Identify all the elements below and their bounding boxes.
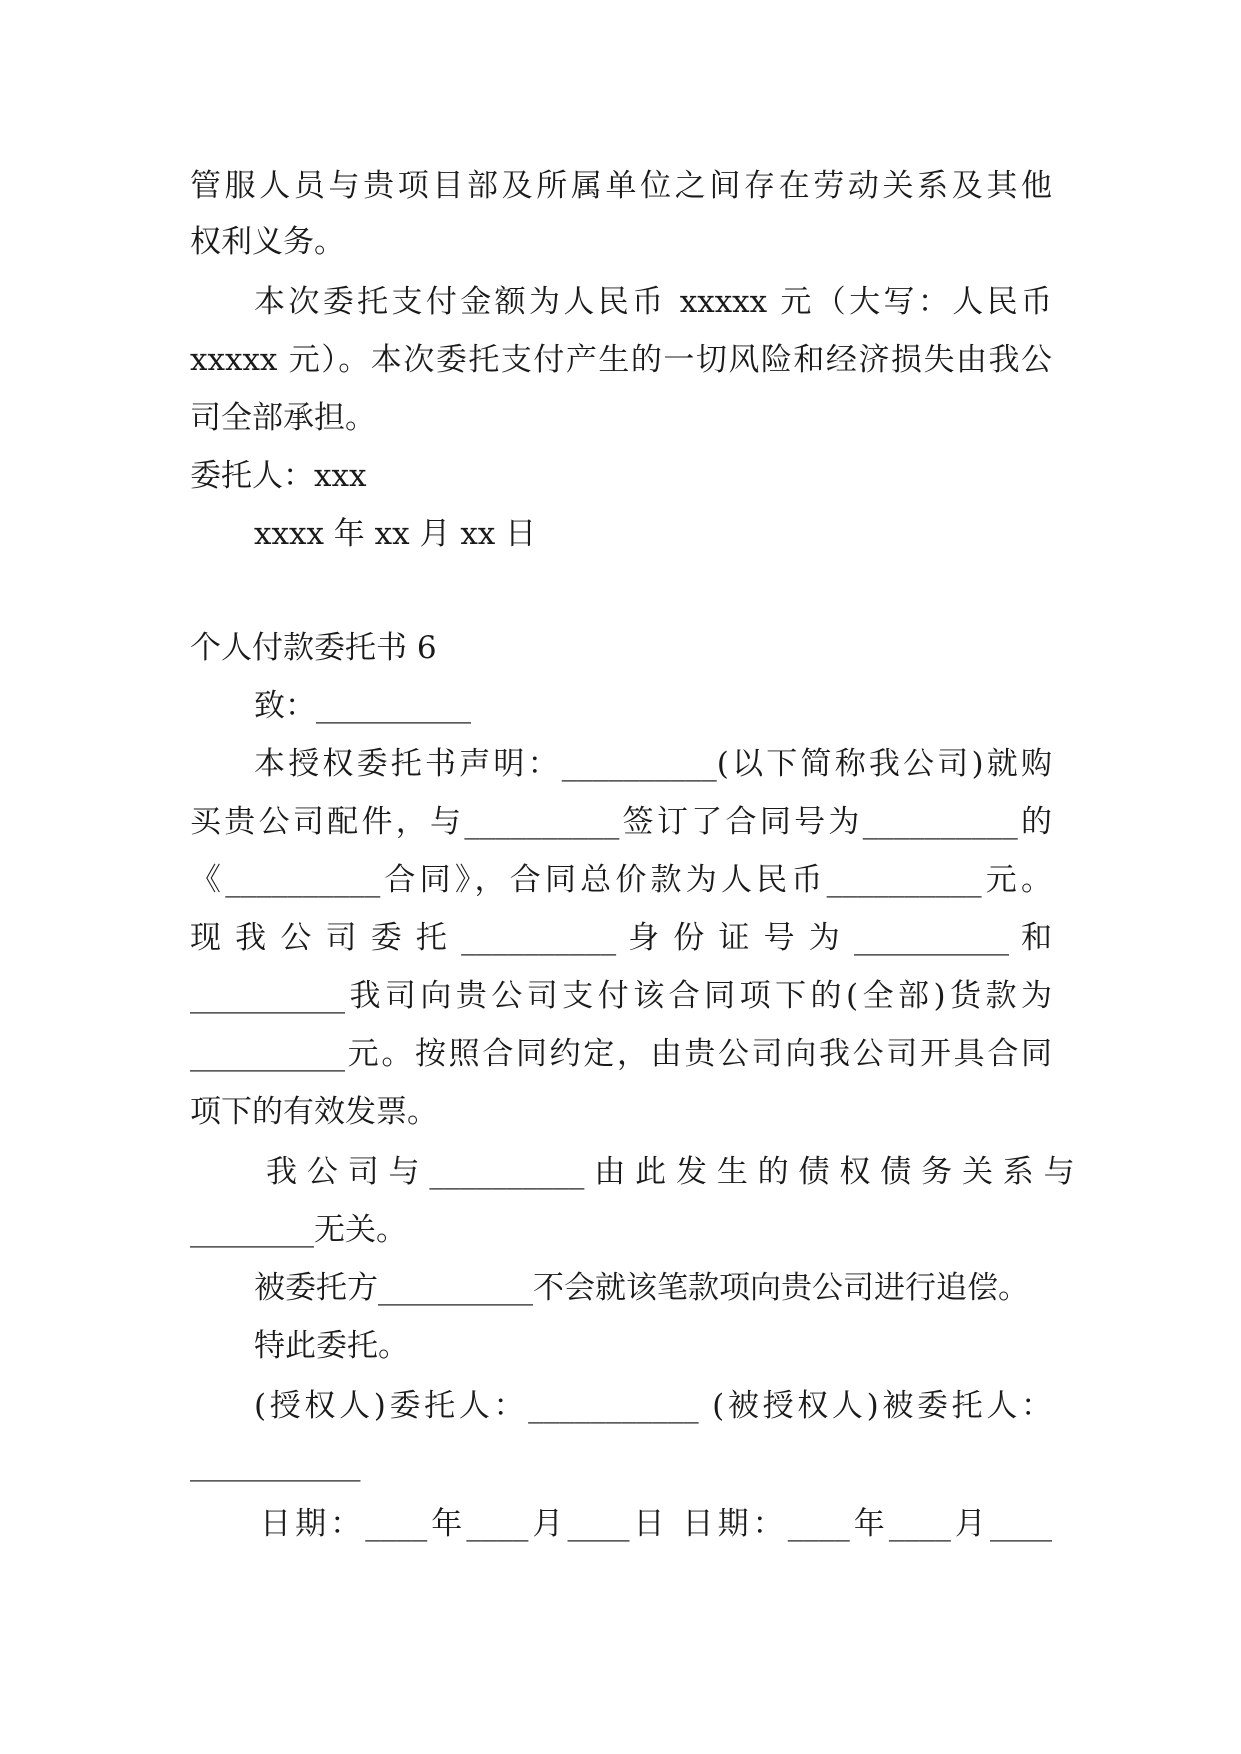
- body-text-line: 权利义务。: [190, 224, 345, 260]
- closing-line: 特此委托。: [254, 1328, 409, 1364]
- body-text-line: 本次委托支付金额为人民币 xxxxx 元（大写：人民币: [254, 284, 1052, 320]
- body-text-line: 《__________合同》，合同总价款为人民币__________元。: [190, 862, 1052, 898]
- body-text-line: 司全部承担。: [190, 400, 376, 436]
- body-text-line: xxxxx 元）。本次委托支付产生的一切风险和经济损失由我公: [190, 342, 1052, 378]
- body-text-line: 管服人员与贵项目部及所属单位之间存在劳动关系及其他: [190, 168, 1052, 204]
- recipient-line: 致：__________: [254, 688, 471, 724]
- signer-label: 委托人：xxx: [190, 458, 367, 494]
- body-text-line: 本授权委托书声明：__________(以下简称我公司)就购: [254, 746, 1052, 782]
- signature-blank-line: ___________: [190, 1446, 361, 1482]
- body-text-line: 买贵公司配件，与__________签订了合同号为__________的: [190, 804, 1052, 840]
- date-line: xxxx 年 xx 月 xx 日: [254, 516, 537, 552]
- body-text-line: 现 我 公 司 委 托 __________ 身 份 证 号 为 __________ 和: [190, 920, 1052, 956]
- body-text-line: __________我司向贵公司支付该合同项下的(全部)货款为: [190, 978, 1052, 1014]
- body-text-line: 项下的有效发票。: [190, 1094, 438, 1130]
- body-text-line: __________元。按照合同约定，由贵公司向我公司开具合同: [190, 1036, 1052, 1072]
- signature-labels-line: (授权人)委托人：___________ (被授权人)被委托人：: [254, 1388, 1052, 1424]
- body-text-line: ________无关。: [190, 1212, 407, 1248]
- body-text-line: 我 公 司 与 __________ 由 此 发 生 的 债 权 债 务 关 系 与: [266, 1154, 1075, 1190]
- date-fields-line: 日期：____年____月____日 日期：____年____月____: [260, 1506, 1052, 1542]
- section-title: 个人付款委托书 6: [190, 630, 437, 666]
- body-text-line: 被委托方__________不会就该笔款项向贵公司进行追偿。: [254, 1270, 1029, 1306]
